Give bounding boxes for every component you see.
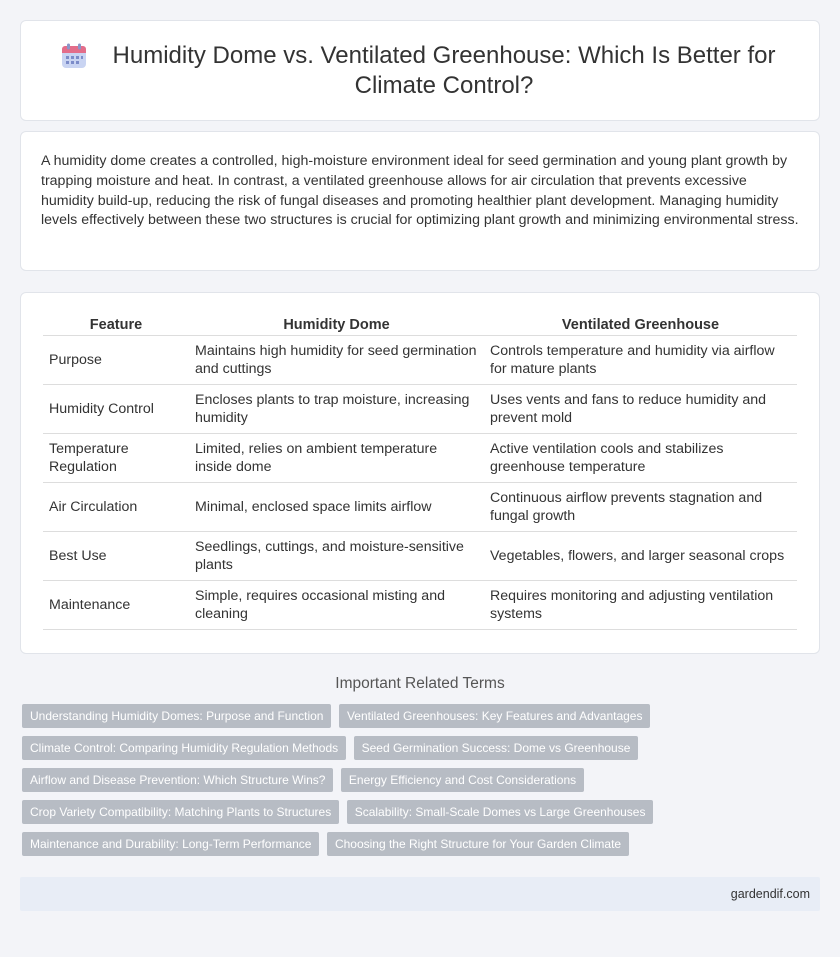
related-term-link[interactable]: Airflow and Disease Prevention: Which Structure Wins? (22, 768, 333, 792)
cell-humidity-dome: Encloses plants to trap moisture, increasing humidity (189, 385, 484, 434)
cell-ventilated-greenhouse: Requires monitoring and adjusting ventilation systems (484, 581, 797, 630)
comparison-table (43, 309, 797, 630)
related-term-link[interactable]: Choosing the Right Structure for Your Garden Climate (327, 832, 629, 856)
table-header-row (43, 309, 797, 336)
related-term-link[interactable]: Maintenance and Durability: Long-Term Performance (22, 832, 319, 856)
related-term-link[interactable]: Climate Control: Comparing Humidity Regulation Methods (22, 736, 346, 760)
header-ventilated-greenhouse: Ventilated Greenhouse (484, 309, 797, 336)
table-row (43, 336, 797, 385)
related-term-link[interactable]: Ventilated Greenhouses: Key Features and Advantages (339, 704, 651, 728)
cell-humidity-dome: Seedlings, cuttings, and moisture-sensitive plants (189, 532, 484, 581)
related-term-link[interactable]: Crop Variety Compatibility: Matching Plants to Structures (22, 800, 339, 824)
cell-ventilated-greenhouse: Active ventilation cools and stabilizes greenhouse temperature (484, 434, 797, 483)
related-term-link[interactable]: Energy Efficiency and Cost Considerations (341, 768, 584, 792)
intro-paragraph: A humidity dome creates a controlled, high-moisture environment ideal for seed germination and young plant growth by trapping moisture and heat. In contrast, a ventilated greenhouse allows for air circulation that prevents excessive humidity build-up, reducing the risk of fungal diseases and promoting healthier plant development. Managing humidity levels effectively between these two structures is crucial for optimizing plant growth and minimizing environmental stress. (41, 153, 799, 229)
cell-ventilated-greenhouse: Controls temperature and humidity via airflow for mature plants (484, 336, 797, 385)
table-row (43, 532, 797, 581)
table-row (43, 385, 797, 434)
calendar-icon (61, 43, 87, 69)
cell-ventilated-greenhouse: Vegetables, flowers, and larger seasonal crops (484, 532, 797, 581)
cell-ventilated-greenhouse: Uses vents and fans to reduce humidity and prevent mold (484, 385, 797, 434)
cell-humidity-dome: Minimal, enclosed space limits airflow (189, 483, 484, 532)
table-row (43, 434, 797, 483)
cell-feature: Best Use (43, 532, 189, 581)
header-humidity-dome: Humidity Dome (189, 309, 484, 336)
table-row (43, 581, 797, 630)
cell-ventilated-greenhouse: Continuous airflow prevents stagnation and fungal growth (484, 483, 797, 532)
cell-feature: Humidity Control (43, 385, 189, 434)
cell-humidity-dome: Limited, relies on ambient temperature inside dome (189, 434, 484, 483)
footer (20, 877, 820, 911)
related-terms-section (0, 675, 840, 864)
header-card (20, 20, 820, 121)
cell-feature: Air Circulation (43, 483, 189, 532)
header-feature: Feature (43, 309, 189, 336)
cell-humidity-dome: Simple, requires occasional misting and cleaning (189, 581, 484, 630)
comparison-card (20, 292, 820, 654)
footer-site-link[interactable]: gardendif.com (730, 887, 810, 901)
cell-feature: Maintenance (43, 581, 189, 630)
intro-card (20, 131, 820, 271)
cell-humidity-dome: Maintains high humidity for seed germination and cuttings (189, 336, 484, 385)
related-terms-heading: Important Related Terms (335, 675, 505, 692)
cell-feature: Temperature Regulation (43, 434, 189, 483)
related-terms-tags (22, 704, 818, 864)
page-title: Humidity Dome vs. Ventilated Greenhouse: Which Is Better for Climate Control? (112, 41, 776, 99)
related-term-link[interactable]: Understanding Humidity Domes: Purpose and Function (22, 704, 331, 728)
related-term-link[interactable]: Seed Germination Success: Dome vs Greenhouse (354, 736, 639, 760)
cell-feature: Purpose (43, 336, 189, 385)
related-term-link[interactable]: Scalability: Small-Scale Domes vs Large Greenhouses (347, 800, 654, 824)
table-row (43, 483, 797, 532)
